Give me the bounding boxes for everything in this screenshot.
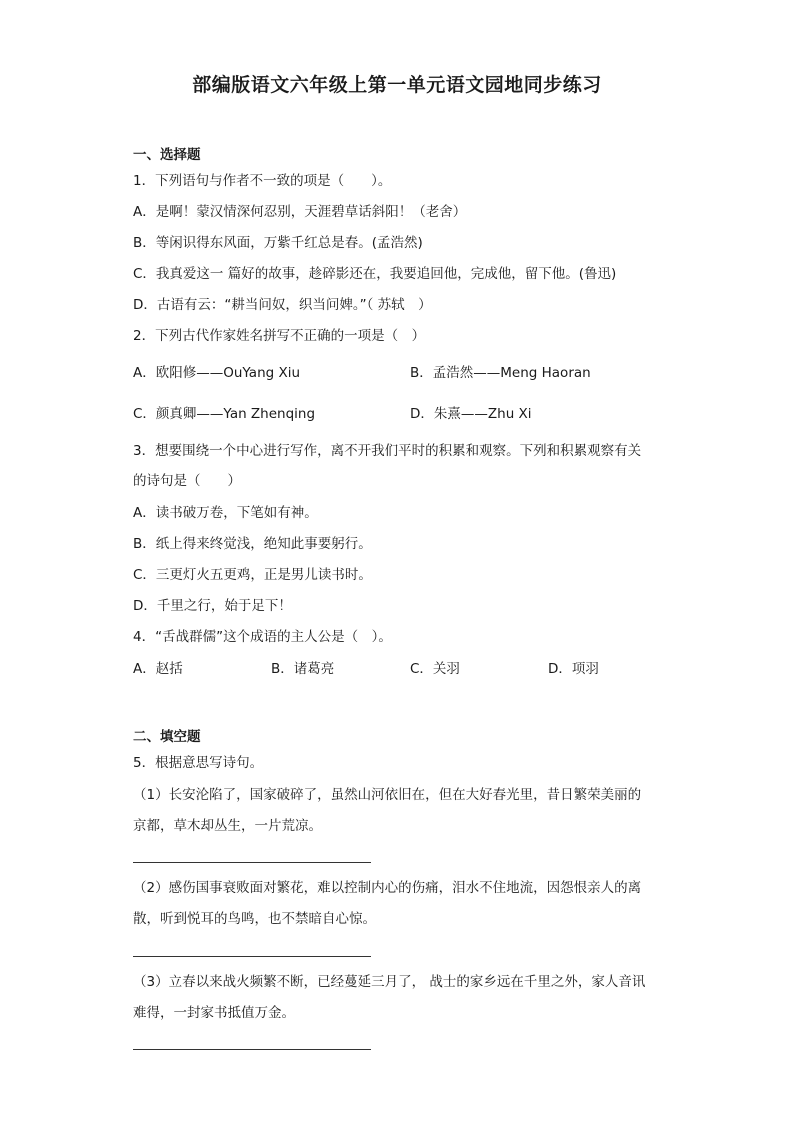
question-3-stem-line1: 3．想要围绕一个中心进行写作，离不开我们平时的积累和观察。下列和积累观察有关 (133, 443, 642, 459)
question-3-option-c: C．三更灯火五更鸡，正是男儿读书时。 (133, 567, 372, 583)
question-4-option-c: C．关羽 (410, 661, 460, 677)
question-5-item-3-line2: 难得，一封家书抵值万金。 (133, 1005, 295, 1021)
answer-blank-1[interactable] (133, 862, 371, 863)
question-5-item-3-line1: （3）立春以来战火频繁不断，已经蔓延三月了， 战士的家乡远在千里之外，家人音讯 (133, 974, 646, 990)
section-heading-choice: 一、选择题 (133, 147, 201, 163)
question-2-option-c: C．颜真卿——Yan Zhenqing (133, 406, 316, 422)
question-2-stem: 2．下列古代作家姓名拼写不正确的一项是（ ） (133, 328, 426, 344)
question-3-option-a: A．读书破万卷，下笔如有神。 (133, 505, 318, 521)
question-1-option-b: B．等闲识得东风面，万紫千红总是春。(孟浩然) (133, 235, 423, 251)
answer-blank-3[interactable] (133, 1049, 371, 1050)
question-1-option-a: A．是啊！蒙汉情深何忍别，天涯碧草话斜阳！（老舍） (133, 204, 467, 220)
question-3-option-d: D．千里之行，始于足下！ (133, 598, 292, 614)
page-title: 部编版语文六年级上第一单元语文园地同步练习 (192, 74, 602, 96)
question-1-option-c: C．我真爱这一 篇好的故事，趁碎影还在，我要追回他，完成他，留下他。(鲁迅) (133, 266, 617, 282)
question-4-option-a: A．赵括 (133, 661, 183, 677)
question-1-stem: 1．下列语句与作者不一致的项是（ ）。 (133, 173, 392, 189)
question-5-item-2-line2: 散，听到悦耳的鸟鸣，也不禁暗自心惊。 (133, 911, 376, 927)
question-5-item-1-line2: 京都，草木却丛生，一片荒凉。 (133, 818, 322, 834)
section-heading-fill-blank: 二、填空题 (133, 729, 201, 745)
question-1-option-d: D．古语有云：“耕当问奴，织当问婢。”（ 苏轼 ） (133, 297, 432, 313)
question-4-stem: 4．“舌战群儒”这个成语的主人公是（ ）。 (133, 629, 392, 645)
question-3-option-b: B．纸上得来终觉浅，绝知此事要躬行。 (133, 536, 372, 552)
question-2-option-d: D．朱熹——Zhu Xi (410, 406, 532, 422)
question-4-option-b: B．诸葛亮 (271, 661, 335, 677)
question-4-option-d: D．项羽 (548, 661, 599, 677)
question-3-stem-line2: 的诗句是（ ） (133, 473, 241, 489)
answer-blank-2[interactable] (133, 956, 371, 957)
question-5-stem: 5．根据意思写诗句。 (133, 755, 264, 771)
question-2-option-b: B．孟浩然——Meng Haoran (410, 365, 591, 381)
question-2-option-a: A．欧阳修——OuYang Xiu (133, 365, 301, 381)
question-5-item-2-line1: （2）感伤国事衰败面对繁花，难以控制内心的伤痛，泪水不住地流，因怨恨亲人的离 (133, 880, 642, 896)
question-5-item-1-line1: （1）长安沦陷了，国家破碎了，虽然山河依旧在，但在大好春光里，昔日繁荣美丽的 (133, 787, 642, 803)
